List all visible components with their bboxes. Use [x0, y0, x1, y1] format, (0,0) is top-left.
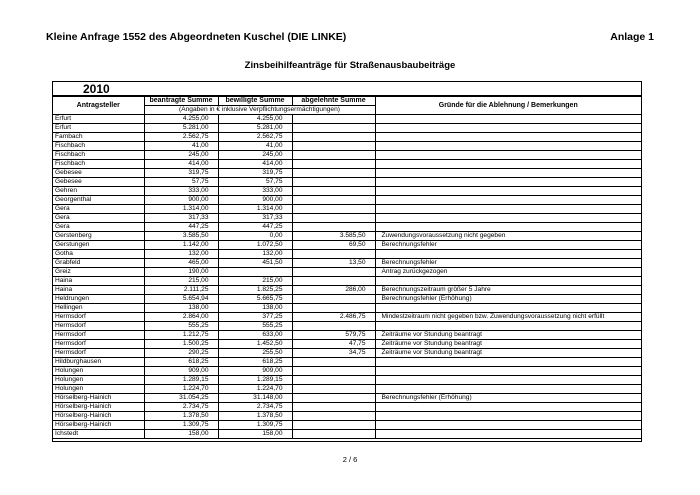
cell-abgelehnt — [292, 277, 375, 286]
cell-beantragt: 215,00 — [144, 277, 218, 286]
cell-abgelehnt: 579,75 — [292, 331, 375, 340]
cell-grund — [375, 430, 641, 439]
cell-antragsteller: Hörselberg-Hainich — [53, 394, 144, 403]
cell-antragsteller: Fambach — [53, 133, 144, 142]
cell-grund — [375, 151, 641, 160]
cell-abgelehnt: 34,75 — [292, 349, 375, 358]
cell-abgelehnt — [292, 268, 375, 277]
cell-bewilligt: 1.314,00 — [218, 205, 292, 214]
cell-abgelehnt — [292, 151, 375, 160]
cell-antragsteller: Holungen — [53, 367, 144, 376]
cell-beantragt: 1.289,15 — [144, 376, 218, 385]
cell-beantragt: 618,25 — [144, 358, 218, 367]
cell-beantragt: 2.734,75 — [144, 403, 218, 412]
cell-abgelehnt — [292, 403, 375, 412]
cell-beantragt: 2.111,25 — [144, 286, 218, 295]
cell-abgelehnt — [292, 250, 375, 259]
cell-grund: Berechnungsfehler (Erhöhung) — [375, 394, 641, 403]
cell-antragsteller: Hermsdorf — [53, 331, 144, 340]
cell-antragsteller: Ichstedt — [53, 430, 144, 439]
cell-beantragt: 1.224,70 — [144, 385, 218, 394]
cell-bewilligt: 377,25 — [218, 313, 292, 322]
cell-grund: Berechnungsfehler (Erhöhung) — [375, 295, 641, 304]
cell-bewilligt: 555,25 — [218, 322, 292, 331]
cell-beantragt: 132,00 — [144, 250, 218, 259]
table-row — [53, 277, 641, 286]
cell-bewilligt: 138,00 — [218, 304, 292, 313]
cell-grund — [375, 196, 641, 205]
cell-antragsteller: Hermsdorf — [53, 322, 144, 331]
cell-beantragt: 5.654,94 — [144, 295, 218, 304]
table-row — [53, 367, 641, 376]
cell-abgelehnt — [292, 295, 375, 304]
cell-antragsteller: Erfurt — [53, 124, 144, 133]
cell-abgelehnt: 2.486,75 — [292, 313, 375, 322]
cell-abgelehnt — [292, 160, 375, 169]
cell-grund — [375, 214, 641, 223]
cell-bewilligt: 2.734,75 — [218, 403, 292, 412]
cell-beantragt: 414,00 — [144, 160, 218, 169]
cell-bewilligt: 451,50 — [218, 259, 292, 268]
cell-abgelehnt — [292, 115, 375, 124]
cell-antragsteller: Hörselberg-Hainich — [53, 412, 144, 421]
cell-antragsteller: Hermsdorf — [53, 313, 144, 322]
cell-grund — [375, 142, 641, 151]
cell-antragsteller: Georgenthal — [53, 196, 144, 205]
cell-grund: Mindestzeitraum nicht gegeben bzw. Zuwendungsvoraussetzung nicht erfüllt — [375, 313, 641, 322]
table-row — [53, 250, 641, 259]
cell-beantragt: 1.212,75 — [144, 331, 218, 340]
table-row — [53, 313, 641, 322]
cell-beantragt: 1.314,00 — [144, 205, 218, 214]
cell-grund: Zeiträume vor Stundung beantragt — [375, 340, 641, 349]
cell-bewilligt: 900,00 — [218, 196, 292, 205]
cell-bewilligt: 1.289,15 — [218, 376, 292, 385]
table-row — [53, 412, 641, 421]
cell-grund — [375, 160, 641, 169]
cell-beantragt: 1.500,25 — [144, 340, 218, 349]
table-row — [53, 223, 641, 232]
cell-grund: Zeiträume vor Stundung beantragt — [375, 331, 641, 340]
cell-bewilligt: 57,75 — [218, 178, 292, 187]
cell-grund — [375, 178, 641, 187]
cell-grund — [375, 385, 641, 394]
cell-antragsteller: Haina — [53, 286, 144, 295]
cell-grund — [375, 250, 641, 259]
cell-beantragt: 31.054,25 — [144, 394, 218, 403]
cell-grund — [375, 223, 641, 232]
cell-abgelehnt — [292, 223, 375, 232]
cell-antragsteller: Gera — [53, 205, 144, 214]
table-row — [53, 340, 641, 349]
cell-antragsteller: Fischbach — [53, 142, 144, 151]
cell-abgelehnt — [292, 133, 375, 142]
cell-grund — [375, 169, 641, 178]
cell-beantragt: 138,00 — [144, 304, 218, 313]
cell-bewilligt: 41,00 — [218, 142, 292, 151]
table-row — [53, 124, 641, 133]
table-row — [53, 259, 641, 268]
cell-bewilligt: 319,75 — [218, 169, 292, 178]
cell-beantragt: 555,25 — [144, 322, 218, 331]
cell-beantragt: 333,00 — [144, 187, 218, 196]
cell-bewilligt: 0,00 — [218, 232, 292, 241]
table-row — [53, 187, 641, 196]
cell-beantragt: 2.562,75 — [144, 133, 218, 142]
cell-bewilligt: 215,00 — [218, 277, 292, 286]
table-header — [53, 96, 641, 115]
cell-abgelehnt — [292, 430, 375, 439]
cell-antragsteller: Gebesee — [53, 169, 144, 178]
cell-grund — [375, 412, 641, 421]
cell-bewilligt: 2.562,75 — [218, 133, 292, 142]
cell-grund: Zeiträume vor Stundung beantragt — [375, 349, 641, 358]
cell-beantragt: 57,75 — [144, 178, 218, 187]
cell-abgelehnt: 47,75 — [292, 340, 375, 349]
cell-bewilligt: 1.072,50 — [218, 241, 292, 250]
table-row — [53, 349, 641, 358]
table-row — [53, 304, 641, 313]
table-row — [53, 286, 641, 295]
cell-bewilligt: 1.224,70 — [218, 385, 292, 394]
data-table — [52, 81, 642, 442]
cell-abgelehnt — [292, 385, 375, 394]
cell-antragsteller: Grabfeld — [53, 259, 144, 268]
cell-antragsteller: Gerstungen — [53, 241, 144, 250]
cell-antragsteller: Gera — [53, 214, 144, 223]
cell-beantragt: 2.864,00 — [144, 313, 218, 322]
cell-bewilligt: 333,00 — [218, 187, 292, 196]
cell-beantragt: 465,00 — [144, 259, 218, 268]
cell-grund — [375, 358, 641, 367]
column-header-abgelehnte-summe: abgelehnte Summe — [292, 97, 375, 106]
cell-antragsteller: Hildburghausen — [53, 358, 144, 367]
cell-beantragt: 1.142,00 — [144, 241, 218, 250]
cell-abgelehnt — [292, 124, 375, 133]
cell-grund — [375, 124, 641, 133]
cell-beantragt: 909,00 — [144, 367, 218, 376]
cell-grund: Antrag zurückgezogen — [375, 268, 641, 277]
cell-abgelehnt: 13,50 — [292, 259, 375, 268]
table-row — [53, 151, 641, 160]
cell-grund: Berechnungsfehler — [375, 259, 641, 268]
cell-beantragt: 447,25 — [144, 223, 218, 232]
column-header-beantragte-summe: beantragte Summe — [144, 97, 218, 106]
table-row — [53, 169, 641, 178]
cell-abgelehnt — [292, 214, 375, 223]
cell-grund: Zuwendungsvoraussetzung nicht gegeben — [375, 232, 641, 241]
cell-beantragt: 5.281,00 — [144, 124, 218, 133]
cell-bewilligt: 158,00 — [218, 430, 292, 439]
cell-grund — [375, 367, 641, 376]
table-row — [53, 133, 641, 142]
cell-abgelehnt — [292, 358, 375, 367]
cell-abgelehnt — [292, 367, 375, 376]
cell-bewilligt: 1.825,25 — [218, 286, 292, 295]
cell-bewilligt: 5.281,00 — [218, 124, 292, 133]
cell-bewilligt: 4.255,00 — [218, 115, 292, 124]
cell-bewilligt — [218, 268, 292, 277]
cell-bewilligt: 245,00 — [218, 151, 292, 160]
cell-bewilligt: 31.148,00 — [218, 394, 292, 403]
cell-grund — [375, 187, 641, 196]
cell-antragsteller: Greiz — [53, 268, 144, 277]
table-row — [53, 376, 641, 385]
table-row — [53, 241, 641, 250]
cell-beantragt: 41,00 — [144, 142, 218, 151]
cell-beantragt: 319,75 — [144, 169, 218, 178]
cell-antragsteller: Holungen — [53, 385, 144, 394]
cell-antragsteller: Gebesee — [53, 178, 144, 187]
column-header-bewilligte-summe: bewilligte Summe — [218, 97, 292, 106]
cell-antragsteller: Fischbach — [53, 151, 144, 160]
cell-antragsteller: Haina — [53, 277, 144, 286]
page-title: Zinsbeihilfeanträge für Straßenausbaubeiträge — [244, 60, 456, 71]
table-row — [53, 115, 641, 124]
cell-beantragt: 1.309,75 — [144, 421, 218, 430]
cell-antragsteller: Gera — [53, 223, 144, 232]
cell-abgelehnt — [292, 421, 375, 430]
cell-grund — [375, 277, 641, 286]
table-row — [53, 142, 641, 151]
cell-antragsteller: Gehren — [53, 187, 144, 196]
table-body — [53, 114, 641, 439]
cell-bewilligt: 618,25 — [218, 358, 292, 367]
table-row — [53, 331, 641, 340]
cell-abgelehnt — [292, 304, 375, 313]
cell-grund — [375, 133, 641, 142]
table-row — [53, 430, 641, 439]
cell-abgelehnt — [292, 412, 375, 421]
cell-abgelehnt — [292, 169, 375, 178]
table-row — [53, 358, 641, 367]
table-row — [53, 295, 641, 304]
cell-grund — [375, 421, 641, 430]
cell-abgelehnt: 69,50 — [292, 241, 375, 250]
table-row — [53, 268, 641, 277]
cell-grund: Berechnungszeitraum größer 5 Jahre — [375, 286, 641, 295]
table-row — [53, 421, 641, 430]
cell-bewilligt: 414,00 — [218, 160, 292, 169]
document-header-annex: Anlage 1 — [610, 31, 654, 43]
cell-abgelehnt — [292, 178, 375, 187]
column-header-gruende: Gründe für die Ablehnung / Bemerkungen — [375, 97, 641, 115]
cell-abgelehnt — [292, 196, 375, 205]
cell-grund — [375, 322, 641, 331]
cell-antragsteller: Holungen — [53, 376, 144, 385]
cell-abgelehnt — [292, 376, 375, 385]
cell-beantragt: 4.255,00 — [144, 115, 218, 124]
cell-antragsteller: Heldrungen — [53, 295, 144, 304]
cell-bewilligt: 447,25 — [218, 223, 292, 232]
document-header-title: Kleine Anfrage 1552 des Abgeordneten Kuschel (DIE LINKE) — [46, 31, 347, 43]
table-row — [53, 178, 641, 187]
table-row — [53, 214, 641, 223]
cell-bewilligt: 1.309,75 — [218, 421, 292, 430]
cell-grund — [375, 205, 641, 214]
table-row — [53, 160, 641, 169]
cell-bewilligt: 132,00 — [218, 250, 292, 259]
cell-abgelehnt — [292, 142, 375, 151]
cell-antragsteller: Hörselberg-Hainich — [53, 403, 144, 412]
table-row — [53, 403, 641, 412]
cell-bewilligt: 317,33 — [218, 214, 292, 223]
table-row — [53, 322, 641, 331]
cell-bewilligt: 1.452,50 — [218, 340, 292, 349]
unit-note: (Angaben in € inklusive Verpflichtungsermächtigungen) — [144, 106, 375, 115]
cell-antragsteller: Hörselberg-Hainich — [53, 421, 144, 430]
cell-antragsteller: Gerstenberg — [53, 232, 144, 241]
cell-bewilligt: 5.665,75 — [218, 295, 292, 304]
cell-beantragt: 190,00 — [144, 268, 218, 277]
column-header-antragsteller: Antragsteller — [53, 97, 144, 115]
cell-antragsteller: Gotha — [53, 250, 144, 259]
table-row — [53, 205, 641, 214]
cell-beantragt: 1.378,50 — [144, 412, 218, 421]
cell-abgelehnt — [292, 322, 375, 331]
cell-abgelehnt: 3.585,50 — [292, 232, 375, 241]
cell-beantragt: 900,00 — [144, 196, 218, 205]
table-row — [53, 385, 641, 394]
cell-antragsteller: Hellingen — [53, 304, 144, 313]
cell-antragsteller: Fischbach — [53, 160, 144, 169]
cell-bewilligt: 909,00 — [218, 367, 292, 376]
cell-grund — [375, 403, 641, 412]
cell-bewilligt: 255,50 — [218, 349, 292, 358]
table-row — [53, 232, 641, 241]
table-row — [53, 196, 641, 205]
cell-beantragt: 245,00 — [144, 151, 218, 160]
cell-grund — [375, 376, 641, 385]
cell-antragsteller: Hermsdorf — [53, 340, 144, 349]
page-number: 2 / 6 — [342, 455, 358, 464]
cell-abgelehnt: 286,00 — [292, 286, 375, 295]
table-year: 2010 — [53, 82, 641, 96]
cell-grund — [375, 115, 641, 124]
cell-grund: Berechnungsfehler — [375, 241, 641, 250]
cell-bewilligt: 633,00 — [218, 331, 292, 340]
cell-grund — [375, 304, 641, 313]
table-row — [53, 394, 641, 403]
cell-bewilligt: 1.378,50 — [218, 412, 292, 421]
cell-beantragt: 290,25 — [144, 349, 218, 358]
cell-beantragt: 158,00 — [144, 430, 218, 439]
cell-antragsteller: Hermsdorf — [53, 349, 144, 358]
cell-antragsteller: Erfurt — [53, 115, 144, 124]
cell-beantragt: 3.585,50 — [144, 232, 218, 241]
cell-abgelehnt — [292, 394, 375, 403]
cell-abgelehnt — [292, 205, 375, 214]
cell-beantragt: 317,33 — [144, 214, 218, 223]
cell-abgelehnt — [292, 187, 375, 196]
